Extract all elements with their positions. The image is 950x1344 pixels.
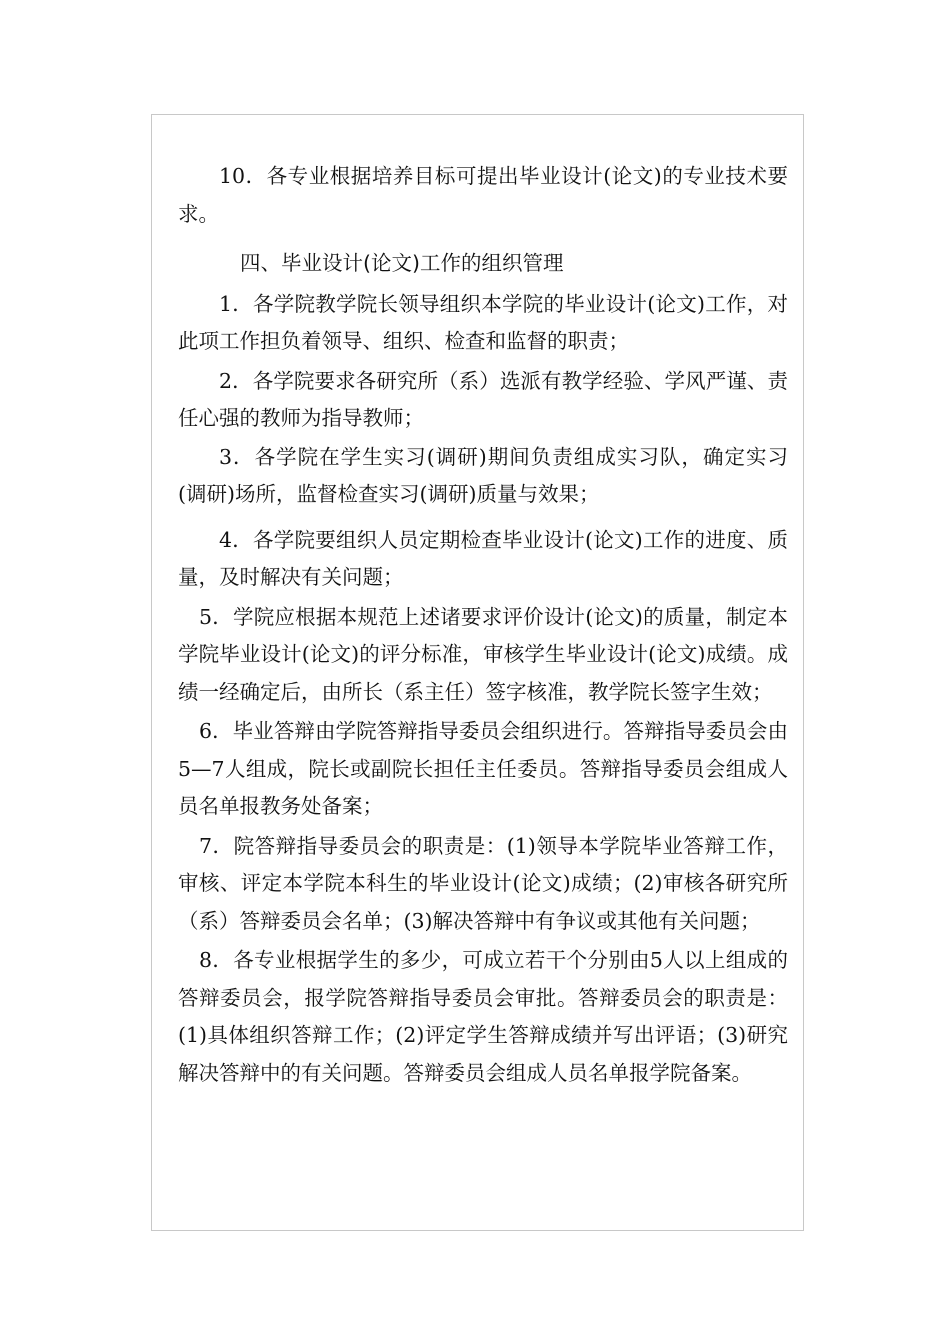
paragraph-item-1: 1．各学院教学院长领导组织本学院的毕业设计(论文)工作，对此项工作担负着领导、组织、检查和监督的职责； bbox=[178, 291, 788, 353]
paragraph-item-10: 10．各专业根据培养目标可提出毕业设计(论文)的专业技术要求。 bbox=[178, 164, 788, 226]
paragraph-item-6: 6．毕业答辩由学院答辩指导委员会组织进行。答辩指导委员会由5—7人组成，院长或副院长担任主任委员。答辩指导委员会组成人员名单报教务处备案； bbox=[178, 719, 788, 818]
document-body bbox=[178, 158, 788, 1092]
paragraph-item-2: 2．各学院要求各研究所（系）选派有教学经验、学风严谨、责任心强的教师为指导教师； bbox=[178, 368, 788, 430]
paragraph-item-7: 7．院答辩指导委员会的职责是：(1)领导本学院毕业答辩工作，审核、评定本学院本科生的毕业设计(论文)成绩；(2)审核各研究所（系）答辩委员会名单；(3)解决答辩中有争议或其他有关问题； bbox=[178, 833, 788, 933]
paragraph-item-3: 3．各学院在学生实习(调研)期间负责组成实习队，确定实习(调研)场所，监督检查实习(调研)质量与效果； bbox=[178, 444, 788, 506]
paragraph-item-5: 5．学院应根据本规范上述诸要求评价设计(论文)的质量，制定本学院毕业设计(论文)的评分标准，审核学生毕业设计(论文)成绩。成绩一经确定后，由所长（系主任）签字核准，教学院长签字生效； bbox=[178, 604, 788, 704]
paragraph-item-8: 8．各专业根据学生的多少，可成立若干个分别由5人以上组成的答辩委员会，报学院答辩指导委员会审批。答辩委员会的职责是：(1)具体组织答辩工作；(2)评定学生答辩成绩并写出评语；(3)研究解决答辩中的有关问题。答辩委员会组成人员名单报学院备案。 bbox=[178, 948, 788, 1085]
paragraph-item-4: 4．各学院要组织人员定期检查毕业设计(论文)工作的进度、质量，及时解决有关问题； bbox=[178, 527, 788, 589]
section-heading: 四、毕业设计(论文)工作的组织管理 bbox=[240, 251, 564, 275]
